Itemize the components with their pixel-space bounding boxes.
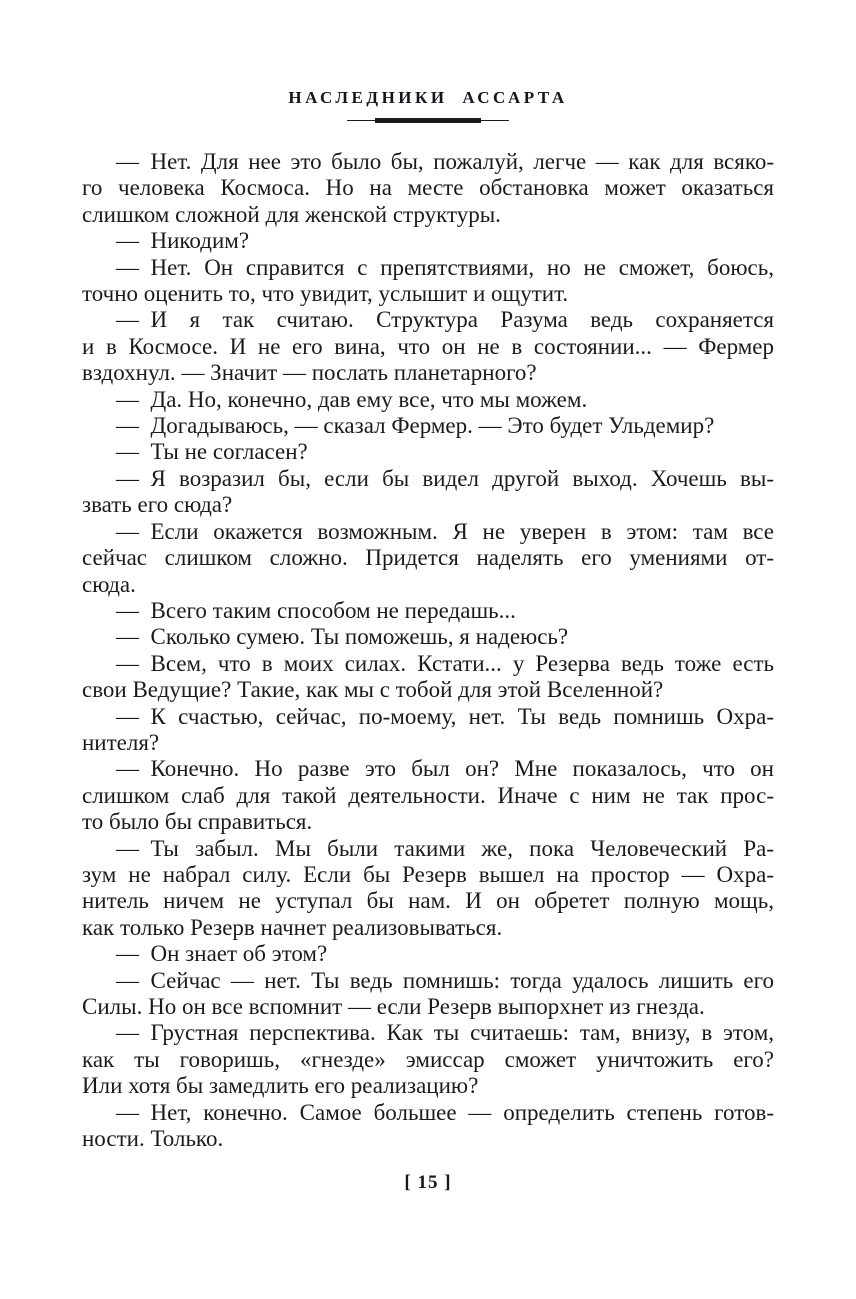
paragraph bbox=[82, 756, 774, 835]
paragraph bbox=[82, 624, 774, 650]
paragraph bbox=[82, 651, 774, 704]
text-line: то было бы справиться. bbox=[82, 809, 313, 835]
text-line: — Сколько сумею. Ты поможешь, я надеюсь? bbox=[116, 624, 569, 650]
body-text bbox=[82, 149, 774, 1152]
text-line: слишком слаб для такой деятельности. Иначе с ним не так прос- bbox=[82, 782, 774, 808]
text-line: — Нет. Он справится с препятствиями, но не сможет, боюсь, bbox=[116, 254, 774, 280]
text-line: — Всего таким способом не передашь... bbox=[116, 597, 516, 623]
text-line: свои Ведущие? Такие, как мы с тобой для этой Вселенной? bbox=[82, 677, 664, 703]
text-line: — К счастью, сейчас, по-моему, нет. Ты ведь помнишь Охра- bbox=[116, 703, 774, 729]
text-line: — Он знает об этом? bbox=[116, 941, 328, 967]
text-line: точно оценить то, что увидит, услышит и ощутит. bbox=[82, 281, 569, 307]
paragraph bbox=[82, 439, 774, 465]
paragraph bbox=[82, 307, 774, 386]
page-footer bbox=[0, 1172, 856, 1194]
text-line: — Нет. Для нее это было бы, пожалуй, легче — как для всяко- bbox=[116, 149, 774, 174]
paragraph bbox=[82, 1020, 774, 1099]
text-line: нитель ничем не уступал бы нам. И он обретет полную мощь, bbox=[82, 888, 774, 914]
text-line: Или хотя бы замедлить его реализацию? bbox=[82, 1073, 479, 1099]
text-line: — Ты не согласен? bbox=[116, 439, 308, 465]
text-line: звать его сюда? bbox=[82, 492, 233, 518]
text-line: — Догадываюсь, — сказал Фермер. — Это будет Ульдемир? bbox=[116, 413, 715, 439]
text-line: — Я возразил бы, если бы видел другой выход. Хочешь вы- bbox=[116, 465, 774, 491]
text-line: Силы. Но он все вспомнит — если Резерв выпорхнет из гнезда. bbox=[82, 994, 705, 1019]
paragraph bbox=[82, 466, 774, 519]
paragraph bbox=[82, 519, 774, 598]
paragraph bbox=[82, 968, 774, 1021]
text-line: — Никодим? bbox=[116, 228, 250, 254]
paragraph bbox=[82, 387, 774, 413]
text-line: слишком сложной для женской структуры. bbox=[82, 201, 501, 227]
paragraph bbox=[82, 704, 774, 757]
text-line: и в Космосе. И не его вина, что он не в состоянии... — Фермер bbox=[82, 333, 774, 359]
paragraph bbox=[82, 413, 774, 439]
paragraph bbox=[82, 836, 774, 942]
text-line: зум не набрал силу. Если бы Резерв вышел на простор — Охра- bbox=[82, 861, 774, 887]
page-header bbox=[0, 88, 856, 123]
text-line: — Да. Но, конечно, дав ему все, что мы можем. bbox=[116, 386, 588, 412]
text-line: — Всем, что в моих силах. Кстати... у Резерва ведь тоже есть bbox=[116, 650, 774, 676]
text-line: вздохнул. — Значит — послать планетарного? bbox=[82, 360, 537, 386]
text-line: ности. Только. bbox=[82, 1126, 224, 1152]
paragraph bbox=[82, 941, 774, 967]
text-line: — И я так считаю. Структура Разума ведь сохраняется bbox=[116, 307, 774, 333]
text-line: — Сейчас — нет. Ты ведь помнишь: тогда удалось лишить его bbox=[116, 967, 774, 993]
paragraph bbox=[82, 1100, 774, 1153]
text-line: го человека Космоса. Но на месте обстановка может оказаться bbox=[82, 175, 774, 201]
text-line: — Нет, конечно. Самое большее — определить степень готов- bbox=[116, 1099, 774, 1125]
text-line: — Конечно. Но разве это был он? Мне показалось, что он bbox=[116, 756, 774, 782]
header-ornament-rule bbox=[347, 118, 509, 123]
text-line: как только Резерв начнет реализовываться. bbox=[82, 914, 503, 940]
text-line: сейчас слишком сложно. Придется наделять его умениями от- bbox=[82, 545, 774, 571]
text-line: нителя? bbox=[82, 729, 160, 755]
paragraph bbox=[82, 255, 774, 308]
text-line: — Ты забыл. Мы были такими же, пока Человеческий Ра- bbox=[116, 835, 774, 861]
paragraph bbox=[82, 149, 774, 228]
page-number: [ 15 ] bbox=[404, 1172, 452, 1194]
text-line: сюда. bbox=[82, 571, 136, 597]
text-line: — Грустная перспектива. Как ты считаешь: там, внизу, в этом, bbox=[116, 1020, 774, 1046]
running-title: НАСЛЕДНИКИ АССАРТА bbox=[288, 88, 568, 107]
paragraph bbox=[82, 598, 774, 624]
ornament-thick-line bbox=[375, 118, 481, 123]
paragraph bbox=[82, 228, 774, 254]
text-line: как ты говоришь, «гнезде» эмиссар сможет уничтожить его? bbox=[82, 1046, 774, 1072]
text-line: — Если окажется возможным. Я не уверен в этом: там все bbox=[116, 518, 774, 544]
